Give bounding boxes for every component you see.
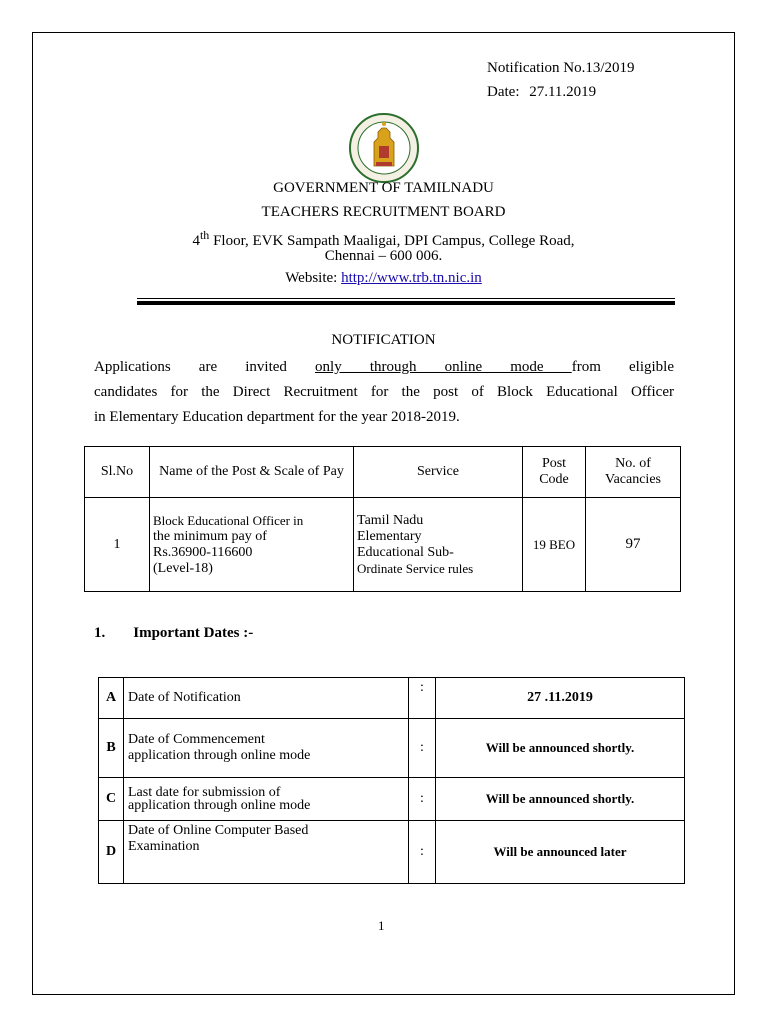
section-heading-important-dates xyxy=(94,625,253,642)
header-divider-thick xyxy=(137,301,675,305)
row-label-line: Date of Notification xyxy=(128,690,241,705)
section-number: 1. xyxy=(94,625,106,641)
row-label-line: application through online mode xyxy=(128,798,311,813)
table-row xyxy=(99,678,685,719)
post-name-line: (Level-18) xyxy=(153,560,213,576)
para-text: from eligible xyxy=(571,359,674,375)
row-key: C xyxy=(99,778,124,821)
website-label: Website: xyxy=(285,270,342,286)
row-colon: : xyxy=(409,821,436,884)
table-header-row xyxy=(85,447,681,498)
address-line xyxy=(32,228,735,250)
header-divider-thin xyxy=(137,298,675,299)
sl-no-cell: 1 xyxy=(85,498,150,592)
city-line: Chennai – 600 006. xyxy=(324,248,443,264)
row-value: Will be announced later xyxy=(436,821,685,884)
post-name-line: the minimum pay of xyxy=(153,528,267,544)
address-ordinal-suffix: th xyxy=(199,228,210,242)
service-cell xyxy=(354,498,523,592)
post-name-cell xyxy=(150,498,354,592)
vacancies-cell: 97 xyxy=(586,498,681,592)
table-header-cell: Name of the Post & Scale of Pay xyxy=(150,447,354,498)
row-label xyxy=(124,821,409,884)
row-key: B xyxy=(99,719,124,778)
row-label xyxy=(124,719,409,778)
notification-title: NOTIFICATION xyxy=(331,332,436,348)
para-text: Applications are invited xyxy=(94,359,316,375)
table-row xyxy=(99,778,685,821)
important-dates-table xyxy=(98,677,685,884)
section-title: Important Dates :- xyxy=(133,625,254,641)
row-value: 27 .11.2019 xyxy=(436,678,685,719)
table-header-cell: Service xyxy=(354,447,523,498)
row-label-line: Date of Commencement xyxy=(128,732,265,747)
service-line: Tamil Nadu xyxy=(357,512,424,528)
notification-number: Notification No.13/2019 xyxy=(487,60,635,76)
notification-paragraph-line-2: candidates for the Direct Recruitment for the post of Block Educational Officer xyxy=(94,384,674,400)
address-ordinal: 4 xyxy=(192,233,200,249)
post-name-line: Rs.36900-116600 xyxy=(153,544,253,560)
page-number: 1 xyxy=(378,918,385,933)
post-table xyxy=(84,446,681,592)
service-line: Educational Sub- xyxy=(357,544,454,560)
post-code-cell: 19 BEO xyxy=(523,498,586,592)
org-line-2: TEACHERS RECRUITMENT BOARD xyxy=(261,204,506,220)
website-line xyxy=(32,270,735,287)
notification-paragraph-line-1 xyxy=(94,355,674,380)
notification-date: Date: 27.11.2019 xyxy=(487,84,597,100)
table-header-cell: Sl.No xyxy=(85,447,150,498)
post-name-line: Block Educational Officer in xyxy=(153,512,304,528)
notification-paragraph-line-3: in Elementary Education department for the year 2018-2019. xyxy=(94,409,460,425)
table-row xyxy=(85,498,681,592)
website-link[interactable]: http://www.trb.tn.nic.in xyxy=(341,270,482,286)
row-value: Will be announced shortly. xyxy=(436,778,685,821)
table-header-cell: No. of Vacancies xyxy=(586,447,681,498)
row-label-line: Examination xyxy=(128,839,200,854)
table-row xyxy=(99,821,685,884)
table-row xyxy=(99,719,685,778)
row-colon: : xyxy=(409,719,436,778)
row-label-line: Last date for submission of xyxy=(128,785,281,800)
row-label xyxy=(124,678,409,719)
row-key: D xyxy=(99,821,124,884)
para-underlined-text: only through online mode xyxy=(315,359,572,375)
row-key: A xyxy=(99,678,124,719)
org-line-1: GOVERNMENT OF TAMILNADU xyxy=(273,180,494,196)
service-line: Ordinate Service rules xyxy=(357,560,474,576)
address-text: Floor, EVK Sampath Maaligai, DPI Campus, College Road, xyxy=(209,233,575,249)
service-line: Elementary xyxy=(357,528,422,544)
row-colon: : xyxy=(409,778,436,821)
tamil-nadu-emblem-icon xyxy=(348,112,420,184)
row-label-line: application through online mode xyxy=(128,748,311,763)
row-label xyxy=(124,778,409,821)
row-value: Will be announced shortly. xyxy=(436,719,685,778)
row-colon: : xyxy=(409,678,436,719)
row-label-line: Date of Online Computer Based xyxy=(128,823,309,838)
table-header-cell: Post Code xyxy=(523,447,586,498)
